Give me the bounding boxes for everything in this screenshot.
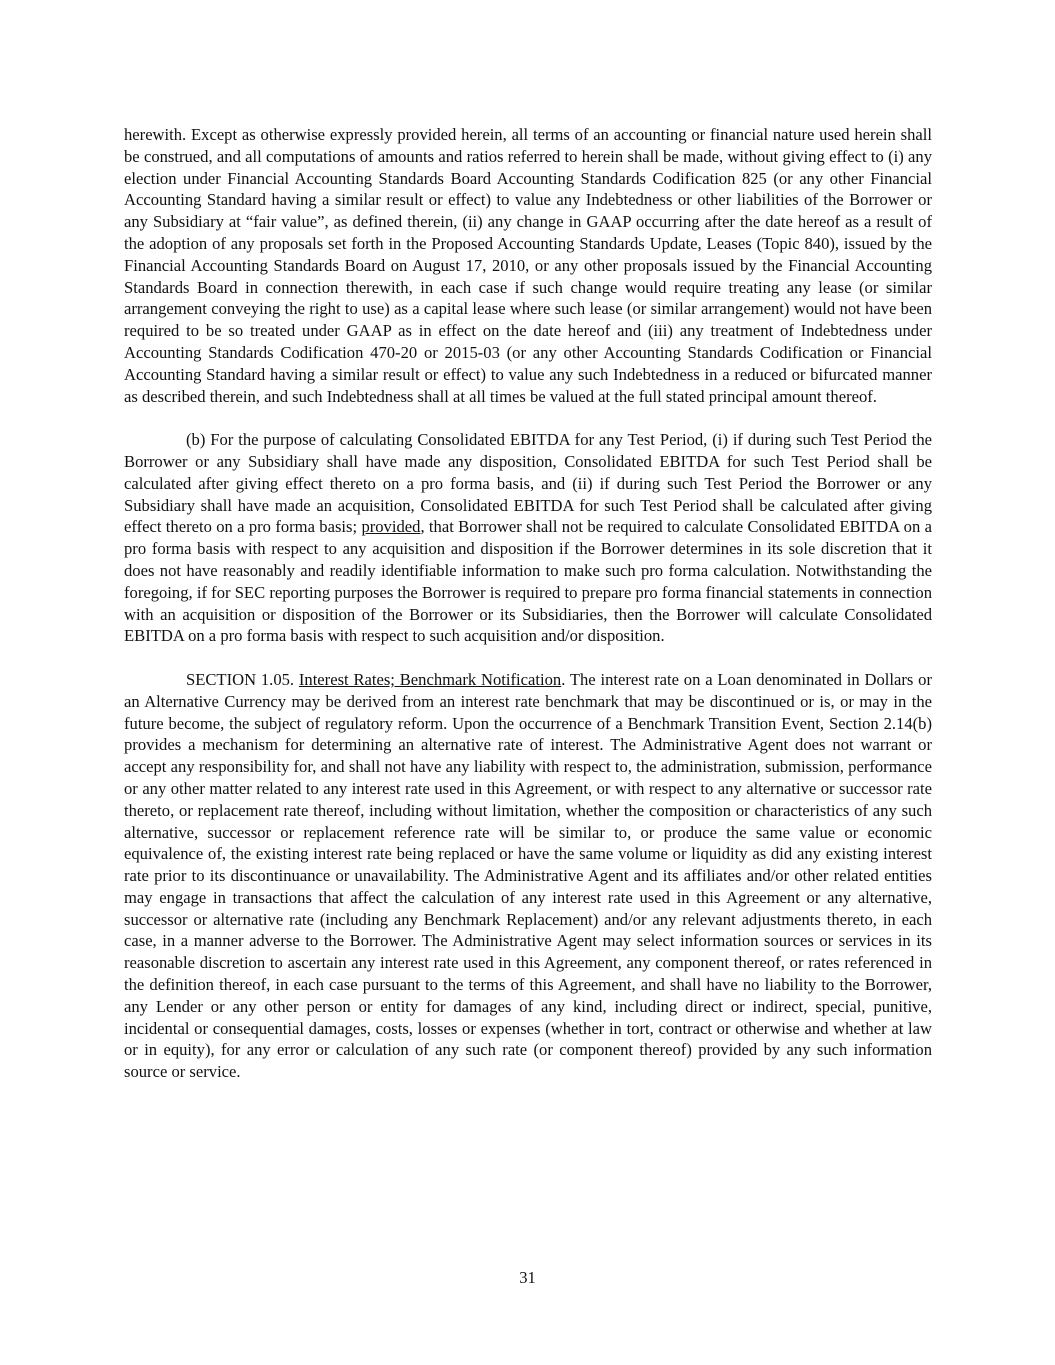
provided-underlined-term: provided [361,517,421,537]
paragraph-b [124,429,932,647]
section-body-text: . The interest rate on a Loan denominated in Dollars or an Alternative Currency may be derived from an interest rate benchmark that may be discontinued or is, or may in the future become, the subject of regulatory reform. Upon the occurrence of a Benchmark Transition Event, Section 2.14(b) provides a mechanism for determining an alternative rate of interest. The Administrative Agent does not warrant or accept any responsibility for, and shall not have any liability with respect to, the administration, submission, performance or any other matter related to any interest rate used in this Agreement, or with respect to any alternative or successor rate thereto, or replacement rate thereof, including without limitation, whether the composition or characteristics of any such alternative, successor or replacement reference rate will be similar to, or produce the same value or economic equivalence of, the existing interest rate being replaced or have the same volume or liquidity as did any existing interest rate prior to its discontinuance or unavailability. The Administrative Agent and its affiliates and/or other related entities may engage in transactions that affect the calculation of any interest rate used in this Agreement or any alternative, successor or alternative rate (including any Benchmark Replacement) and/or any relevant adjustments thereto, in each case, in a manner adverse to the Borrower. The Administrative Agent may select information sources or services in its reasonable discretion to ascertain any interest rate used in this Agreement, any component thereof, or rates referenced in the definition thereof, in each case pursuant to the terms of this Agreement, and shall have no liability to the Borrower, any Lender or any other person or entity for damages of any kind, including direct or indirect, special, punitive, incidental or consequential damages, costs, losses or expenses (whether in tort, contract or otherwise and whether at law or in equity), for any error or calculation of any such rate (or component thereof) provided by any such information source or service. [124,669,932,1082]
page-number: 31 [519,1268,536,1287]
paragraph-b-text-before: (b) For the purpose of calculating Consolidated EBITDA for any Test Period, (i) if during such Test Period the Borrower or any Subsidiary shall have made any disposition, Consolidated EBITDA for such Test Period shall be calculated after giving effect thereto on a pro forma basis, and (ii) if during such Test Period the Borrower or any Subsidiary shall have made an acquisition, Consolidated EBITDA for such Test Period shall be calculated after giving effect thereto on a pro forma basis; [124,430,932,537]
document-body [124,124,932,1105]
paragraph-a [124,124,932,407]
section-number: SECTION 1.05. [186,669,299,689]
section-1-05-paragraph [124,669,932,1083]
paragraph-a-text: herewith. Except as otherwise expressly provided herein, all terms of an accounting or financial nature used herein shall be construed, and all computations of amounts and ratios referred to herein shall be made, without giving effect to (i) any election under Financial Accounting Standards Board Accounting Standards Codification 825 (or any other Financial Accounting Standard having a similar result or effect) to value any Indebtedness or other liabilities of the Borrower or any Subsidiary at “fair value”, as defined therein, (ii) any change in GAAP occurring after the date hereof as a result of the adoption of any proposals set forth in the Proposed Accounting Standards Update, Leases (Topic 840), issued by the Financial Accounting Standards Board on August 17, 2010, or any other proposals issued by the Financial Accounting Standards Board in connection therewith, in each case if such change would require treating any lease (or similar arrangement conveying the right to use) as a capital lease where such lease (or similar arrangement) would not have been required to be so treated under GAAP as in effect on the date hereof and (iii) any treatment of Indebtedness under Accounting Standards Codification 470-20 or 2015-03 (or any other Accounting Standards Codification or Financial Accounting Standard having a similar result or effect) to value any such Indebtedness in a reduced or bifurcated manner as described therein, and such Indebtedness shall at all times be valued at the full stated principal amount thereof. [124,125,932,406]
paragraph-b-text-after: , that Borrower shall not be required to calculate Consolidated EBITDA on a pro forma basis with respect to any acquisition and disposition if the Borrower determines in its sole discretion that it does not have reasonably and readily identifiable information to make such pro forma calculation. Notwithstanding the foregoing, if for SEC reporting purposes the Borrower is required to prepare pro forma financial statements in connection with an acquisition or disposition of the Borrower or its Subsidiaries, then the Borrower will calculate Consolidated EBITDA on a pro forma basis with respect to such acquisition and/or disposition. [124,517,932,646]
section-heading: Interest Rates; Benchmark Notification [298,669,562,689]
